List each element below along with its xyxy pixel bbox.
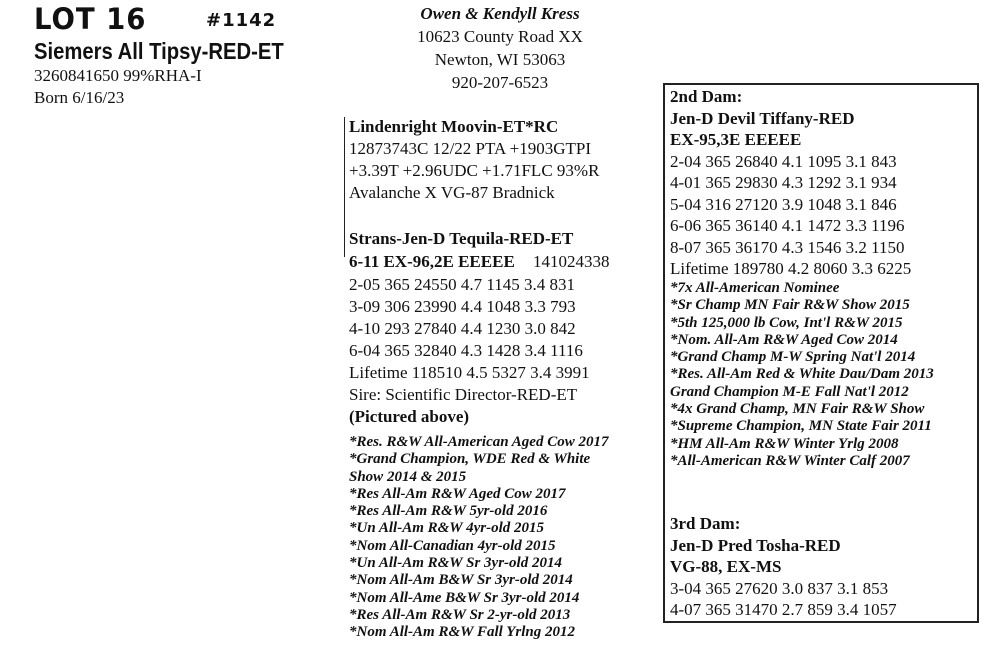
owner-address: 10623 County Road XX	[417, 27, 583, 46]
second-dam-record: 4-01 365 29830 4.3 1292 3.1 934	[670, 173, 897, 192]
sire-line: Avalanche X VG-87 Bradnick	[349, 183, 555, 202]
award-item: *Res. R&W All-American Aged Cow 2017	[349, 434, 609, 450]
award-item: *Grand Champ M-W Spring Nat'l 2014	[670, 349, 916, 366]
owner-phone: 920-207-6523	[451, 73, 549, 92]
dam-section	[349, 228, 610, 428]
award-item: *Res All-Am R&W Sr 2-yr-old 2013	[349, 606, 571, 623]
second-dam-lifetime: Lifetime 189780 4.2 8060 3.3 6225	[670, 259, 912, 278]
dam-record: 3-09 306 23990 4.4 1048 3.3 793	[349, 297, 576, 316]
second-dam-record: 6-06 365 36140 4.1 1472 3.3 1196	[670, 216, 905, 235]
award-item: *All-American R&W Winter Calf 2007	[670, 452, 910, 469]
dam-sire: Sire: Scientific Director-RED-ET	[349, 385, 578, 404]
lot-number: #1142	[206, 10, 277, 31]
award-item: *Nom All-Am R&W Fall Yrlng 2012	[349, 624, 576, 641]
birth-date: Born 6/16/23	[34, 88, 125, 107]
award-item: *Nom. All-Am R&W Aged Cow 2014	[670, 331, 898, 348]
award-item: *Nom All-Am B&W Sr 3yr-old 2014	[349, 572, 573, 589]
sire-line: 12873743C 12/22 PTA +1903GTPI	[349, 139, 591, 158]
award-item: *Sr Champ MN Fair R&W Show 2015	[670, 297, 910, 314]
dam-record: 4-10 293 27840 4.4 1230 3.0 842	[349, 319, 576, 338]
lot-label: LOT 16	[34, 2, 147, 36]
third-dam-name: Jen-D Pred Tosha-RED	[670, 535, 841, 555]
dam-score: 6-11 EX-96,2E EEEEE	[349, 252, 515, 271]
award-item: *Grand Champion, WDE Red & White	[349, 451, 591, 468]
animal-name: Siemers All Tipsy-RED-ET	[34, 38, 284, 64]
award-item: *Res. All-Am Red & White Dau/Dam 2013	[670, 366, 934, 383]
sire-section	[349, 116, 599, 204]
second-dam-section	[670, 86, 911, 280]
award-item: *Nom All-Ame B&W Sr 3yr-old 2014	[349, 589, 580, 606]
pictured-note: (Pictured above)	[349, 407, 470, 426]
third-dam-record: 3-04 365 27620 3.0 837 3.1 853	[670, 578, 889, 598]
owner-name: Owen & Kendyll Kress	[420, 4, 580, 23]
third-dam-record: 4-07 365 31470 2.7 859 3.4 1057	[670, 600, 897, 619]
award-item: *Nom All-Canadian 4yr-old 2015	[349, 537, 556, 554]
award-item: *Res All-Am R&W 5yr-old 2016	[349, 503, 548, 520]
third-dam-score: VG-88, EX-MS	[670, 557, 782, 576]
dam-record: 2-05 365 24550 4.7 1145 3.4 831	[349, 275, 576, 294]
award-item: *Un All-Am R&W 4yr-old 2015	[349, 520, 545, 537]
dam-registration: 141024338	[533, 252, 610, 271]
second-dam-record: 8-07 365 36170 4.3 1546 3.2 1150	[670, 237, 905, 257]
dam-record: 6-04 365 32840 4.3 1428 3.4 1116	[349, 341, 583, 360]
award-item: *Supreme Champion, MN State Fair 2011	[670, 418, 932, 435]
dam-name: Strans-Jen-D Tequila-RED-ET	[349, 229, 574, 248]
dam-lifetime: Lifetime 118510 4.5 5327 3.4 3991	[349, 363, 590, 382]
award-item: *HM All-Am R&W Winter Yrlg 2008	[670, 435, 899, 452]
award-item: *5th 125,000 lb Cow, Int'l R&W 2015	[670, 314, 903, 331]
dam-awards	[349, 434, 608, 642]
second-dam-record: 5-04 316 27120 3.9 1048 3.1 846	[670, 194, 897, 214]
sire-divider	[344, 117, 345, 257]
second-dam-record: 2-04 365 26840 4.1 1095 3.1 843	[670, 151, 897, 171]
third-dam-section	[670, 513, 897, 621]
owner-city: Newton, WI 53063	[434, 50, 566, 69]
second-dam-awards	[670, 280, 934, 470]
award-item: *7x All-American Nominee	[670, 280, 840, 296]
award-item: Grand Champion M-E Fall Nat'l 2012	[670, 383, 909, 400]
award-item: *4x Grand Champ, MN Fair R&W Show	[670, 401, 925, 418]
award-item: *Res All-Am R&W Aged Cow 2017	[349, 485, 566, 502]
second-dam-score: EX-95,3E EEEEE	[670, 130, 802, 149]
registration-line: 3260841650 99%RHA-I	[34, 66, 202, 85]
third-dam-heading: 3rd Dam:	[670, 514, 741, 533]
award-item: Show 2014 & 2015	[349, 468, 467, 485]
second-dam-heading: 2nd Dam:	[670, 87, 743, 106]
sire-name: Lindenright Moovin-ET*RC	[349, 117, 559, 136]
award-item: *Un All-Am R&W Sr 3yr-old 2014	[349, 555, 562, 572]
second-dam-name: Jen-D Devil Tiffany-RED	[670, 108, 855, 128]
sire-line: +3.39T +2.96UDC +1.71FLC 93%R	[349, 161, 600, 180]
